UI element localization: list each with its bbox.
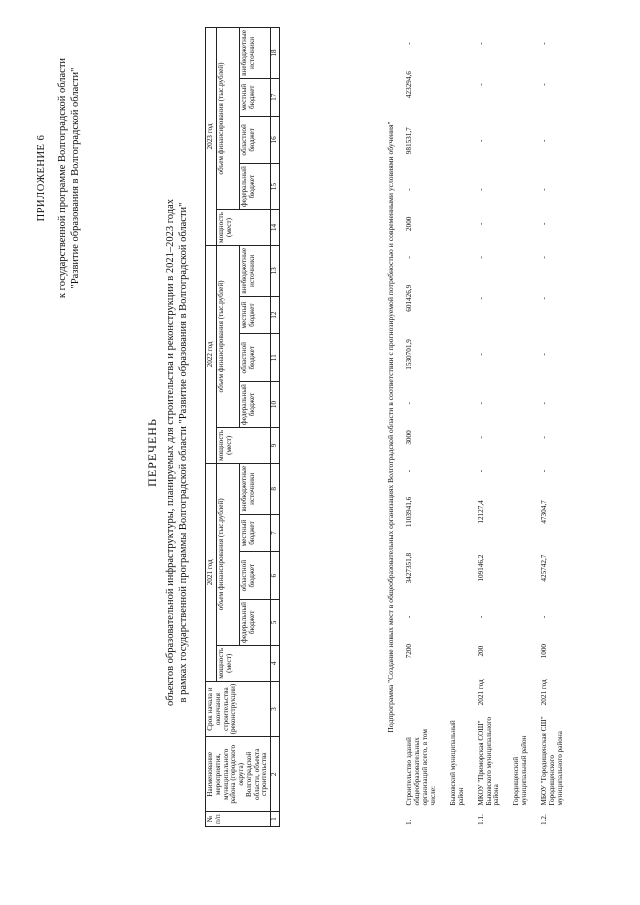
row-value <box>512 274 530 323</box>
column-number: 7 <box>271 514 280 552</box>
row-term <box>405 668 439 707</box>
row-value: - <box>405 188 414 191</box>
row-value <box>512 323 530 387</box>
row-value: - <box>540 256 549 259</box>
row-value: 2000 <box>405 216 414 231</box>
row-value: - <box>476 139 485 142</box>
row-value: - <box>540 353 549 356</box>
subprogram-title: Подпрограмма "Создание новых мест в общеобразовательных организациях Волгоградской области в соответствии с прогнозируемой потребностью и современными условиями обучения" <box>386 121 395 733</box>
row-value: 1530701,9 <box>405 339 414 370</box>
row-value: - <box>405 256 414 259</box>
header-funding-2021: объем финансирования (тыс.рублей) <box>216 463 239 645</box>
column-number: 16 <box>271 116 280 164</box>
row-value <box>512 488 530 537</box>
column-number: 12 <box>271 296 280 334</box>
column-number: 1 <box>271 812 280 827</box>
row-value <box>449 60 467 109</box>
row-value: - <box>540 188 549 191</box>
column-number: 4 <box>271 645 280 681</box>
header-year-2021: 2021 год <box>206 463 217 681</box>
column-number: 15 <box>271 164 280 210</box>
row-value <box>449 455 467 488</box>
table-row <box>540 27 566 827</box>
header-fed-2022: федеральный бюджет <box>240 382 271 428</box>
row-value: 1000 <box>540 643 549 659</box>
header-reg-2021: областной бюджет <box>240 552 271 600</box>
header-funding-2023: объем финансирования (тыс.рублей) <box>216 28 239 210</box>
row-value <box>449 323 467 387</box>
row-value: - <box>540 436 549 439</box>
row-value <box>449 241 467 274</box>
column-number: 8 <box>271 463 280 514</box>
row-value <box>512 109 530 173</box>
row-value: 7200 <box>405 643 414 659</box>
table-row <box>512 27 530 827</box>
column-number: 17 <box>271 78 280 116</box>
row-value: 425742,7 <box>540 554 549 582</box>
appendix-line-2: "Развитие образования в Волгоградской области" <box>70 67 82 289</box>
header-loc-2023: местный бюджет <box>240 78 271 116</box>
row-value <box>512 386 530 420</box>
row-value <box>449 536 467 600</box>
header-capacity-2022: мощность (мест) <box>216 427 270 463</box>
header-ext-2023: внебюджетные источники <box>240 28 271 79</box>
row-value: - <box>540 83 549 86</box>
row-value <box>512 241 530 274</box>
row-name: МБОУ "Городищенская СШ" Городищенского муниципального района <box>540 716 565 806</box>
header-fed-2021: федеральный бюджет <box>240 599 271 645</box>
header-year-2023: 2023 год <box>206 28 217 246</box>
header-ext-2022: внебюджетные источники <box>240 245 271 296</box>
row-value <box>512 60 530 109</box>
row-value <box>512 27 530 60</box>
column-number: 6 <box>271 552 280 600</box>
row-value <box>512 207 530 241</box>
table-row <box>477 27 503 827</box>
header-funding-2022: объем финансирования (тыс.рублей) <box>216 245 239 427</box>
row-name: МКОУ "Приморская СОШ" Быковского муниципального района <box>476 717 501 806</box>
row-value: - <box>476 469 485 473</box>
row-value <box>512 600 530 634</box>
row-term: 2021 год <box>540 679 549 706</box>
heading-title: ПЕРЕЧЕНЬ <box>145 418 159 487</box>
row-value: 200 <box>476 645 485 657</box>
row-value: 109146,2 <box>476 554 485 582</box>
row-name: Городищенский муниципальный район <box>512 735 529 806</box>
column-number: 13 <box>271 245 280 296</box>
header-term: Срок начала и окончания строительства (реконструкции) <box>206 681 271 737</box>
row-value: 47304,7 <box>540 500 549 524</box>
row-value: - <box>476 436 485 439</box>
row-value: - <box>476 256 485 259</box>
header-year-2022: 2022 год <box>206 245 217 463</box>
column-number: 11 <box>271 334 280 382</box>
table-row <box>449 27 467 827</box>
row-value: - <box>405 469 414 473</box>
row-value <box>449 420 467 454</box>
row-value <box>449 109 467 173</box>
header-num: № п/п <box>206 812 271 827</box>
row-value <box>449 600 467 634</box>
row-value: 981531,7 <box>405 127 414 155</box>
row-value: - <box>540 615 549 619</box>
row-value: - <box>540 222 549 225</box>
header-loc-2022: местный бюджет <box>240 296 271 334</box>
table-header <box>205 27 280 827</box>
appendix-line-1: к государственной программе Волгоградской области <box>57 57 69 299</box>
header-capacity-2021: мощность (мест) <box>216 645 270 681</box>
row-number <box>512 807 530 827</box>
row-value: - <box>476 353 485 356</box>
header-fed-2023: федеральный бюджет <box>240 164 271 210</box>
row-name: Строительство зданий общеобразовательных организаций всего, в том числе: <box>405 729 437 806</box>
row-value: - <box>405 402 414 405</box>
row-value: - <box>405 42 414 45</box>
column-number: 9 <box>271 427 280 463</box>
row-value: - <box>476 188 485 191</box>
column-number: 18 <box>271 28 280 79</box>
row-value: - <box>540 469 549 473</box>
row-value: - <box>476 402 485 405</box>
row-term <box>512 668 530 707</box>
row-number: 1.1. <box>476 814 485 825</box>
heading-line-2: в рамках государственной программы Волгоградской области "Развитие образования в Волгоградской области" <box>178 202 190 703</box>
appendix-header <box>35 28 82 328</box>
row-value: - <box>476 222 485 225</box>
row-value: - <box>476 615 485 619</box>
row-value: 601426,9 <box>405 284 414 312</box>
row-value: - <box>405 615 414 619</box>
row-value: 1103941,6 <box>405 496 414 528</box>
row-value: 423294,6 <box>405 71 414 99</box>
row-value <box>512 634 530 668</box>
row-value <box>512 420 530 454</box>
row-value <box>449 207 467 241</box>
row-value <box>449 634 467 668</box>
row-value <box>449 173 467 207</box>
row-value: - <box>476 297 485 300</box>
row-value: - <box>540 402 549 405</box>
row-number <box>449 807 467 827</box>
appendix-title: ПРИЛОЖЕНИЕ 6 <box>36 134 47 222</box>
row-value: - <box>476 42 485 45</box>
row-value <box>512 536 530 600</box>
row-value <box>449 274 467 323</box>
header-reg-2022: областной бюджет <box>240 334 271 382</box>
row-value <box>449 27 467 60</box>
row-value <box>512 173 530 207</box>
row-value: 3000 <box>405 430 414 445</box>
row-term: 2021 год <box>476 679 485 706</box>
row-value: - <box>540 42 549 45</box>
table-row <box>405 27 439 827</box>
header-capacity-2023: мощность (мест) <box>216 210 270 246</box>
column-number: 5 <box>271 599 280 645</box>
header-name: Наименование мероприятия, муниципального района (городского округа) Волгоградской области, объекта строительства <box>206 737 271 812</box>
header-loc-2021: местный бюджет <box>240 514 271 552</box>
row-value <box>512 455 530 488</box>
column-number-row <box>271 28 280 827</box>
column-number: 10 <box>271 382 280 428</box>
table-body <box>383 27 576 827</box>
row-value: 3427351,8 <box>405 552 414 584</box>
row-value: - <box>476 83 485 86</box>
header-ext-2021: внебюджетные источники <box>240 463 271 514</box>
row-number: 1. <box>405 819 414 825</box>
row-value: 12127,4 <box>476 500 485 524</box>
column-number: 14 <box>271 210 280 246</box>
row-number: 1.2. <box>540 814 549 825</box>
heading-line-1: объектов образовательной инфраструктуры, планируемых для строительства и реконструкции в 2021–2023 годах <box>165 199 176 707</box>
row-name: Быковский муниципальный район <box>448 720 465 806</box>
header-reg-2023: областной бюджет <box>240 116 271 164</box>
column-number: 2 <box>271 737 280 812</box>
row-value: - <box>540 139 549 142</box>
document-heading <box>145 0 190 905</box>
row-value <box>449 488 467 537</box>
row-term <box>449 668 467 707</box>
row-value: - <box>540 297 549 300</box>
row-value <box>449 386 467 420</box>
column-number: 3 <box>271 681 280 737</box>
